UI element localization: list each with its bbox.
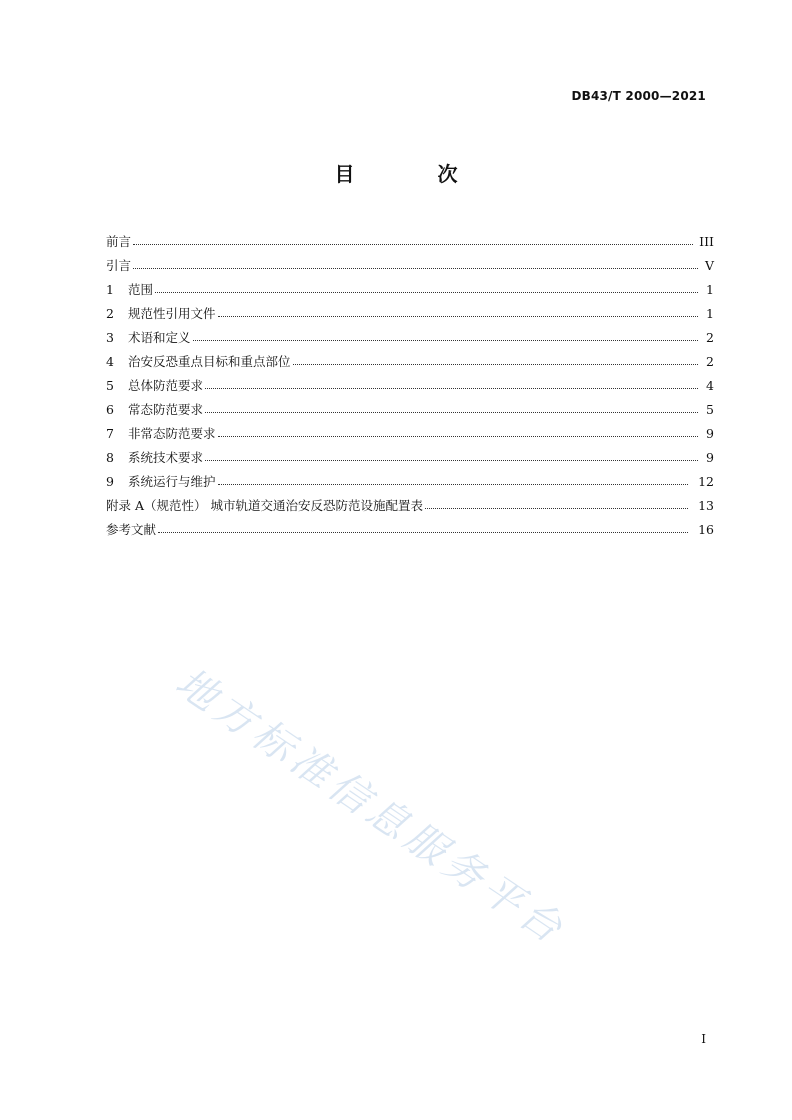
toc-entry-page: 13	[698, 498, 714, 513]
toc-entry-page: 2	[706, 354, 714, 369]
dot-leader	[218, 436, 698, 437]
toc-entry-page: 9	[706, 450, 714, 465]
toc-entry-appendix-a[interactable]	[106, 490, 714, 514]
toc-entry-abnormal-requirements[interactable]	[106, 418, 714, 442]
dot-leader	[205, 388, 698, 389]
toc-entry-label: 常态防范要求	[128, 402, 204, 417]
toc-entry-label: 非常态防范要求	[128, 426, 216, 441]
dot-leader	[218, 316, 698, 317]
toc-entry-label: 术语和定义	[128, 330, 191, 345]
toc-entry-page: 2	[706, 330, 714, 345]
toc-entry-label: 参考文献	[106, 522, 157, 537]
toc-entry-label: 总体防范要求	[128, 378, 204, 393]
toc-entry-page: 1	[706, 282, 714, 297]
toc-entry-number: 9	[106, 474, 114, 489]
toc-entry-key-targets[interactable]	[106, 346, 714, 370]
toc-entry-number: 5	[106, 378, 114, 393]
dot-leader	[218, 484, 689, 485]
toc-entry-page: 4	[706, 378, 714, 393]
toc-entry-label: 系统运行与维护	[128, 474, 216, 489]
watermark: 地方标准信息服务平台	[167, 659, 575, 955]
table-of-contents	[106, 226, 714, 538]
toc-entry-general-requirements[interactable]	[106, 370, 714, 394]
toc-entry-number: 6	[106, 402, 114, 417]
toc-entry-page: 5	[706, 402, 714, 417]
dot-leader	[158, 532, 688, 533]
toc-entry-page: V	[704, 258, 714, 273]
toc-entry-technical-requirements[interactable]	[106, 442, 714, 466]
toc-entry-number: 8	[106, 450, 114, 465]
dot-leader	[155, 292, 698, 293]
toc-entry-bibliography[interactable]	[106, 514, 714, 538]
toc-entry-number: 7	[106, 426, 114, 441]
toc-entry-routine-requirements[interactable]	[106, 394, 714, 418]
toc-entry-page: 16	[698, 522, 714, 537]
dot-leader	[193, 340, 698, 341]
page-number: I	[701, 1032, 706, 1046]
toc-entry-label: 引言	[106, 258, 132, 273]
toc-entry-number: 4	[106, 354, 114, 369]
document-code: DB43/T 2000—2021	[571, 89, 706, 103]
toc-entry-page: 12	[698, 474, 714, 489]
dot-leader	[205, 412, 698, 413]
toc-entry-number: 1	[106, 282, 114, 297]
dot-leader	[425, 508, 688, 509]
toc-entry-normative-references[interactable]	[106, 298, 714, 322]
toc-entry-label: 范围	[128, 282, 154, 297]
toc-entry-scope[interactable]	[106, 274, 714, 298]
toc-entry-label: 治安反恐重点目标和重点部位	[128, 354, 291, 369]
toc-entry-terms-definitions[interactable]	[106, 322, 714, 346]
dot-leader	[205, 460, 698, 461]
toc-entry-page: 1	[706, 306, 714, 321]
toc-entry-foreword[interactable]	[106, 226, 714, 250]
toc-entry-label: 规范性引用文件	[128, 306, 216, 321]
toc-entry-label: 前言	[106, 234, 132, 249]
toc-entry-introduction[interactable]	[106, 250, 714, 274]
dot-leader	[293, 364, 698, 365]
dot-leader	[133, 244, 693, 245]
page-title: 目 次	[334, 162, 496, 186]
toc-entry-page: 9	[706, 426, 714, 441]
toc-entry-operation-maintenance[interactable]	[106, 466, 714, 490]
toc-entry-number: 2	[106, 306, 114, 321]
toc-entry-number: 3	[106, 330, 114, 345]
dot-leader	[133, 268, 698, 269]
toc-entry-page: III	[699, 234, 714, 249]
toc-entry-label: 系统技术要求	[128, 450, 204, 465]
toc-entry-label: 附录 A（规范性） 城市轨道交通治安反恐防范设施配置表	[106, 498, 423, 513]
